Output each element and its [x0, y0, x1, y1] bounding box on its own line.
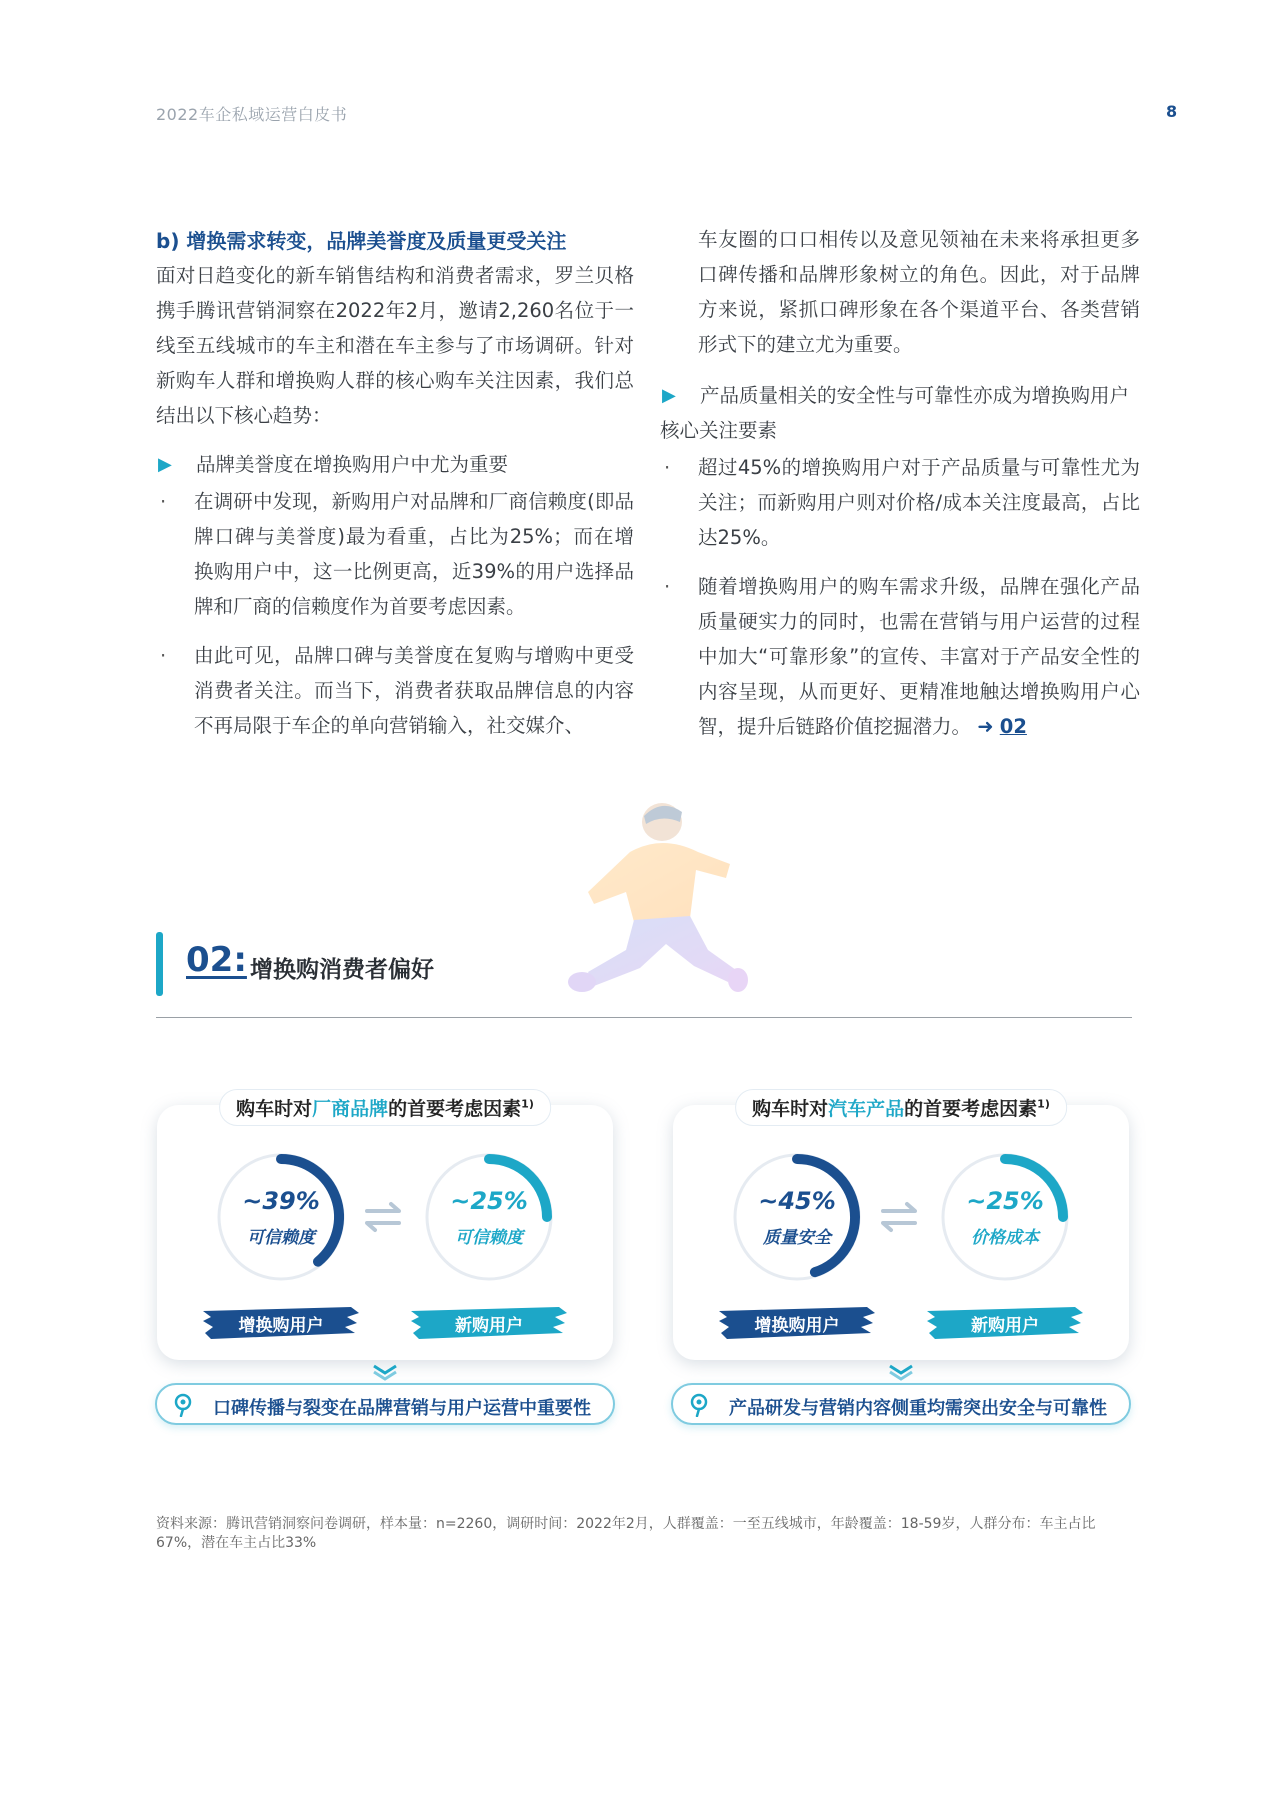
section-title: 增换购消费者偏好 — [250, 957, 434, 983]
list-item — [156, 484, 634, 624]
triangle-icon: ▶ — [158, 454, 172, 475]
series-tag-label: 增换购用户 — [754, 1316, 840, 1336]
intro-paragraph: 面对日趋变化的新车销售结构和消费者需求，罗兰贝格携手腾讯营销洞察在2022年2月，邀请2,260名位于一线至五线城市的车主和潜在车主参与了市场调研。针对新购车人群和增换购人群的核心购车关注因素，我们总结出以下核心趋势： — [156, 264, 634, 427]
subheading: b) 增换需求转变，品牌美誉度及质量更受关注 — [156, 229, 567, 253]
donut-svg — [419, 1147, 559, 1287]
chart-title-suffix: 的首要考虑因素 — [388, 1098, 522, 1120]
page-number: 8 — [1166, 102, 1178, 121]
donut-chart — [211, 1147, 351, 1287]
chart-title-highlight: 厂商品牌 — [312, 1098, 389, 1120]
section-accent-bar — [156, 932, 163, 996]
series-tag-new — [409, 1303, 569, 1341]
list-item — [156, 638, 634, 743]
donut-value-label: ~25% — [966, 1187, 1044, 1215]
donut-factor-label: 价格成本 — [971, 1228, 1039, 1248]
chevron-down-icon — [886, 1363, 916, 1381]
continuation-paragraph: 车友圈的口口相传以及意见领袖在未来将承担更多口碑传播和品牌形象树立的角色。因此，对于品牌方来说，紧抓口碑形象在各个渠道平台、各类营销形式下的建立尤为重要。 — [698, 228, 1140, 356]
bullet-icon: · — [664, 575, 671, 598]
donut-value-label: ~25% — [450, 1187, 528, 1215]
donut-chart — [419, 1147, 559, 1287]
donut-value-label: ~45% — [758, 1187, 836, 1215]
chart-title — [735, 1089, 1067, 1126]
bullet-icon: · — [160, 644, 167, 667]
section-ref-link[interactable]: 02 — [999, 715, 1027, 738]
header-title: 2022车企私域运营白皮书 — [156, 105, 348, 124]
trend-item — [660, 378, 1140, 448]
bullet-icon: · — [664, 456, 671, 479]
series-tag-label: 新购用户 — [971, 1316, 1039, 1336]
conclusion-callout — [155, 1383, 615, 1425]
arrow-right-icon: ➜ — [977, 715, 994, 738]
conclusion-callout — [671, 1383, 1131, 1425]
trend-title: 产品质量相关的安全性与可靠性亦成为增换购用户核心关注要素 — [660, 384, 1130, 442]
chart-title — [219, 1089, 551, 1126]
location-pin-icon — [687, 1393, 711, 1417]
donut-svg — [727, 1147, 867, 1287]
donut-svg — [935, 1147, 1075, 1287]
trend-title: 品牌美誉度在增换购用户中尤为重要 — [196, 453, 509, 476]
bullet-text: 在调研中发现，新购用户对品牌和厂商信赖度(即品牌口碑与美誉度)最为看重，占比为25%；而在增换购用户中，这一比例更高，近39%的用户选择品牌和厂商的信赖度作为首要考虑因素。 — [194, 490, 634, 618]
series-tag-new — [925, 1303, 1085, 1341]
donut-chart — [727, 1147, 867, 1287]
bullet-icon: · — [160, 490, 167, 513]
series-tag-upgrade — [717, 1303, 877, 1341]
donut-factor-label: 可信赖度 — [247, 1228, 315, 1248]
chart-card-brand — [157, 1097, 613, 1360]
chart-title-highlight: 汽车产品 — [828, 1098, 905, 1120]
swap-arrows-icon — [877, 1200, 921, 1234]
chart-title-suffix: 的首要考虑因素 — [904, 1098, 1038, 1120]
list-item — [660, 569, 1140, 744]
chart-card-product — [673, 1097, 1129, 1360]
left-column — [156, 224, 634, 743]
bullet-text: 由此可见，品牌口碑与美誉度在复购与增购中更受消费者关注。而当下，消费者获取品牌信息的内容不再局限于车企的单向营销输入，社交媒介、 — [194, 644, 634, 737]
triangle-icon: ▶ — [662, 385, 676, 406]
section-divider — [156, 1017, 1132, 1018]
swap-arrows-icon — [361, 1200, 405, 1234]
chart-title-prefix: 购车时对 — [752, 1098, 829, 1120]
right-column — [660, 224, 1140, 744]
section-number: 02: — [186, 940, 247, 980]
runner-illustration — [530, 800, 750, 1015]
chevron-down-icon — [370, 1363, 400, 1381]
series-tag-label: 新购用户 — [455, 1316, 523, 1336]
donut-chart — [935, 1147, 1075, 1287]
trend-item — [156, 447, 634, 482]
chart-title-prefix: 购车时对 — [236, 1098, 313, 1120]
conclusion-text: 口碑传播与裂变在品牌营销与用户运营中重要性 — [213, 1398, 591, 1419]
series-tag-label: 增换购用户 — [238, 1316, 324, 1336]
donut-factor-label: 质量安全 — [763, 1228, 831, 1248]
source-footnote: 资料来源：腾讯营销洞察问卷调研，样本量：n=2260，调研时间：2022年2月，人群覆盖：一至五线城市，年龄覆盖：18-59岁，人群分布：车主占比67%，潜在车主占比33% — [156, 1516, 1096, 1551]
bullet-text: 随着增换购用户的购车需求升级，品牌在强化产品质量硬实力的同时，也需在营销与用户运营的过程中加大“可靠形象”的宣传、丰富对于产品安全性的内容呈现，从而更好、更精准地触达增换购用户心智，提升后链路价值挖掘潜力。 — [698, 575, 1140, 738]
chart-title-note: 1) — [1037, 1097, 1050, 1111]
series-tag-upgrade — [201, 1303, 361, 1341]
donut-factor-label: 可信赖度 — [455, 1228, 523, 1248]
conclusion-text: 产品研发与营销内容侧重均需突出安全与可靠性 — [729, 1398, 1107, 1419]
donut-svg — [211, 1147, 351, 1287]
list-item — [660, 450, 1140, 555]
location-pin-icon — [171, 1393, 195, 1417]
donut-value-label: ~39% — [242, 1187, 320, 1215]
bullet-text: 超过45%的增换购用户对于产品质量与可靠性尤为关注；而新购用户则对价格/成本关注度最高，占比达25%。 — [698, 456, 1140, 549]
chart-title-note: 1) — [521, 1097, 534, 1111]
